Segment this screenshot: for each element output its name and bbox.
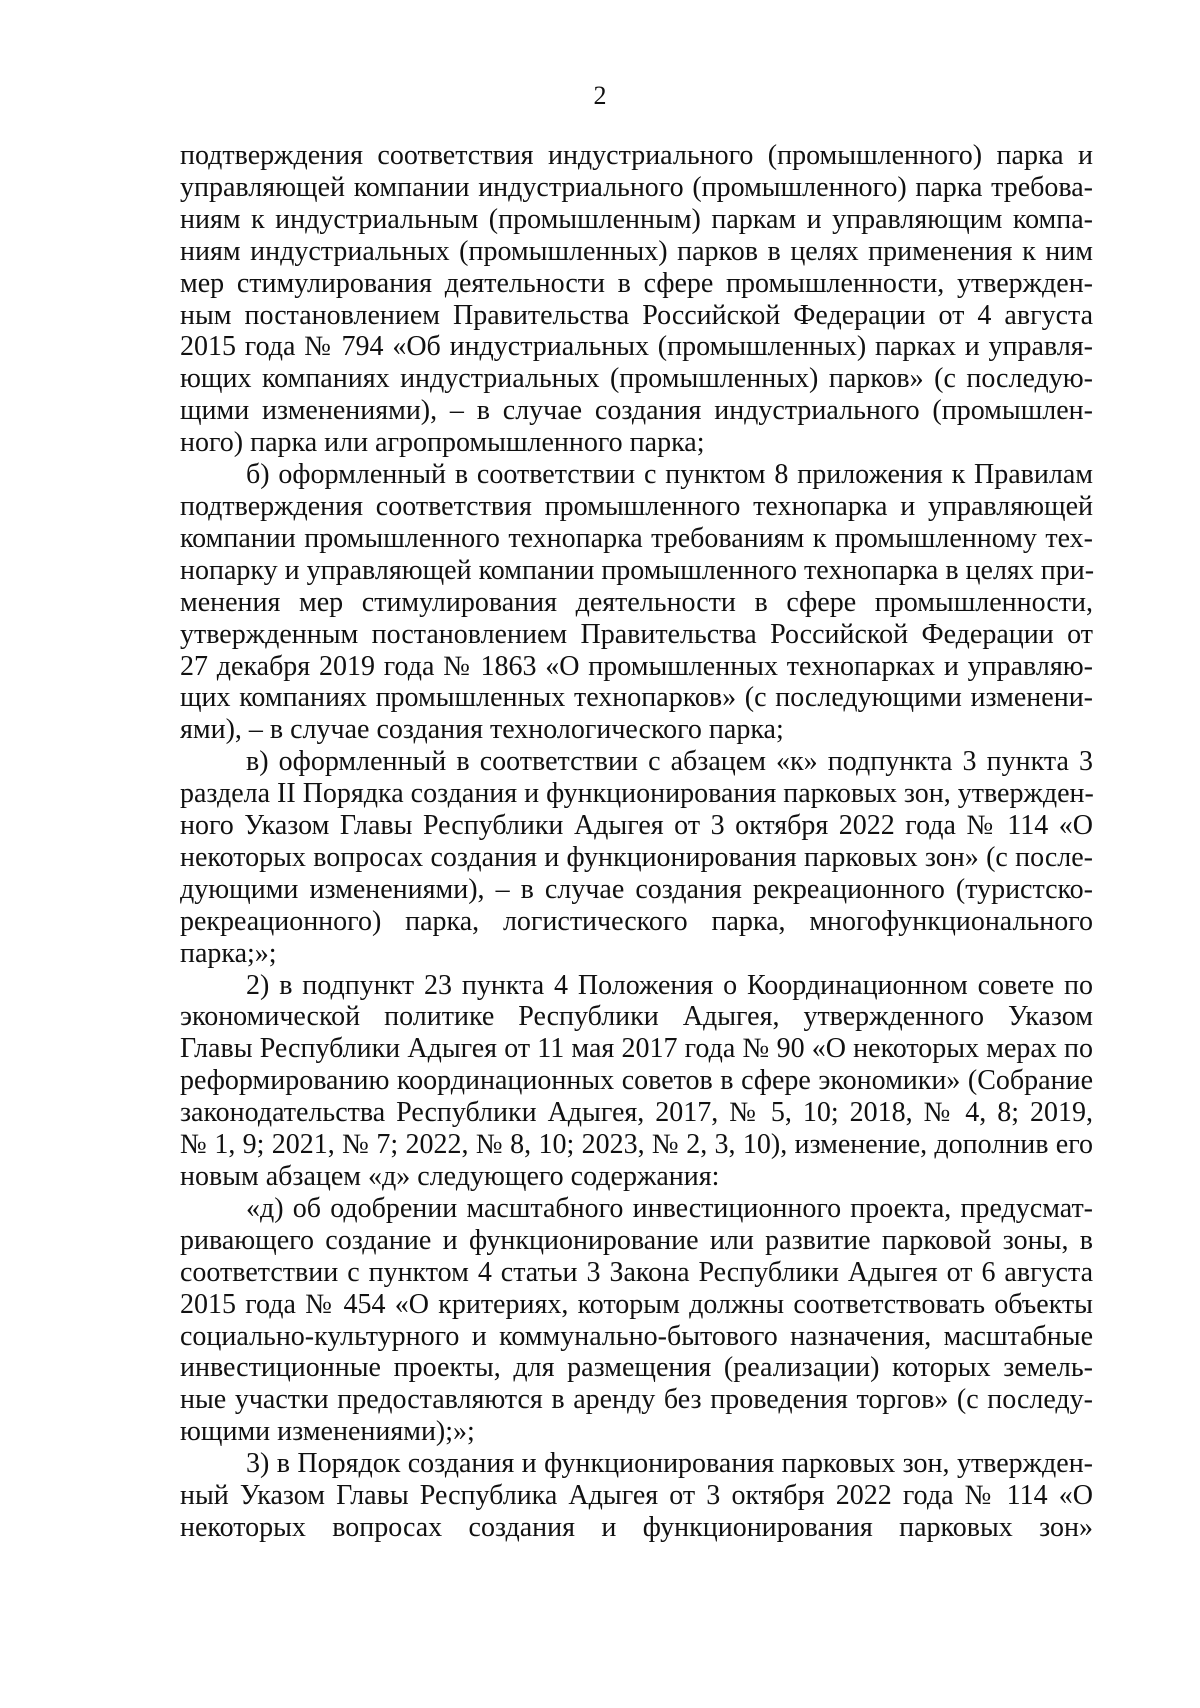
text-line: ного) парка или агропромышленного парка; — [180, 427, 705, 459]
text-line: ривающего создание и функционирование или развитие парковой зоны, в — [180, 1224, 1093, 1256]
text-line: ями), – в случае создания технологического парка; — [180, 714, 784, 746]
text-line: дующими изменениями), – в случае создания рекреационного (туристско- — [180, 873, 1093, 905]
text-line: ный Указом Главы Республика Адыгея от 3 октября 2022 года № 114 «О — [180, 1480, 1093, 1512]
text-line: в) оформленный в соответствии с абзацем «к» подпункта 3 пункта 3 — [246, 746, 1093, 778]
text-line: щими изменениями), – в случае создания индустриального (промышлен- — [180, 395, 1093, 427]
text-line: щих компаниях промышленных технопарков» (с последующими изменени- — [180, 682, 1093, 714]
text-line: рекреационного) парка, логистического парка, многофункционального — [180, 905, 1093, 937]
text-line: инвестиционные проекты, для размещения (реализации) которых земель- — [180, 1352, 1093, 1384]
text-line: ющих компаниях индустриальных (промышленных) парков» (с последую- — [180, 363, 1093, 395]
text-line: утвержденным постановлением Правительства Российской Федерации от — [180, 618, 1093, 650]
text-line: реформированию координационных советов в сфере экономики» (Собрание — [180, 1065, 1093, 1097]
text-line: 3) в Порядок создания и функционирования парковых зон, утвержден- — [246, 1448, 1093, 1480]
text-line: менения мер стимулирования деятельности в сфере промышленности, — [180, 586, 1093, 618]
text-line: ным постановлением Правительства Российской Федерации от 4 августа — [180, 299, 1093, 331]
text-line: управляющей компании индустриального (промышленного) парка требова- — [180, 171, 1093, 203]
text-line: ные участки предоставляются в аренду без проведения торгов» (с последу- — [180, 1384, 1093, 1416]
text-line: ного Указом Главы Республики Адыгея от 3 октября 2022 года № 114 «О — [180, 810, 1093, 842]
text-line: некоторых вопросах создания и функционирования парковых зон» (с после- — [180, 841, 1093, 873]
text-line: 2015 года № 794 «Об индустриальных (промышленных) парках и управля- — [180, 331, 1093, 363]
text-line: социально-культурного и коммунально-бытового назначения, масштабные — [180, 1320, 1093, 1352]
text-line: № 1, 9; 2021, № 7; 2022, № 8, 10; 2023, № 2, 3, 10), изменение, дополнив его — [180, 1129, 1093, 1161]
text-line: ющими изменениями);»; — [180, 1416, 475, 1448]
text-line: б) оформленный в соответствии с пунктом 8 приложения к Правилам — [246, 459, 1093, 491]
text-line: «д) об одобрении масштабного инвестиционного проекта, предусмат- — [246, 1192, 1093, 1224]
text-line: законодательства Республики Адыгея, 2017, № 5, 10; 2018, № 4, 8; 2019, — [180, 1097, 1093, 1129]
text-line: некоторых вопросах создания и функционирования парковых зон» — [180, 1511, 1093, 1543]
text-line: 27 декабря 2019 года № 1863 «О промышленных технопарках и управляю- — [180, 650, 1093, 682]
text-line: компании промышленного технопарка требованиям к промышленному тех- — [180, 522, 1093, 554]
text-line: ниям к индустриальным (промышленным) паркам и управляющим компа- — [180, 203, 1093, 235]
text-line: нопарку и управляющей компании промышленного технопарка в целях при- — [180, 554, 1095, 586]
text-line: раздела II Порядка создания и функционирования парковых зон, утвержден- — [180, 778, 1094, 810]
text-line: новым абзацем «д» следующего содержания: — [180, 1161, 720, 1192]
text-line: 2) в подпункт 23 пункта 4 Положения о Координационном совете по — [246, 969, 1093, 1001]
text-line: 2015 года № 454 «О критериях, которым должны соответствовать объекты — [180, 1288, 1093, 1320]
text-line: экономической политике Республики Адыгея, утвержденного Указом — [180, 1001, 1093, 1033]
document-body — [180, 140, 1093, 1544]
text-line: Главы Республики Адыгея от 11 мая 2017 года № 90 «О некоторых мерах по — [180, 1033, 1093, 1065]
text-line: мер стимулирования деятельности в сфере промышленности, утвержден- — [180, 267, 1093, 299]
text-line: подтверждения соответствия промышленного технопарка и управляющей — [180, 490, 1093, 522]
text-line: парка;»; — [180, 937, 277, 969]
page-number: 2 — [593, 81, 607, 110]
text-line: ниям индустриальных (промышленных) парков в целях применения к ним — [180, 235, 1093, 267]
text-line: подтверждения соответствия индустриального (промышленного) парка и — [180, 140, 1093, 171]
text-line: соответствии с пунктом 4 статьи 3 Закона Республики Адыгея от 6 августа — [180, 1256, 1093, 1288]
